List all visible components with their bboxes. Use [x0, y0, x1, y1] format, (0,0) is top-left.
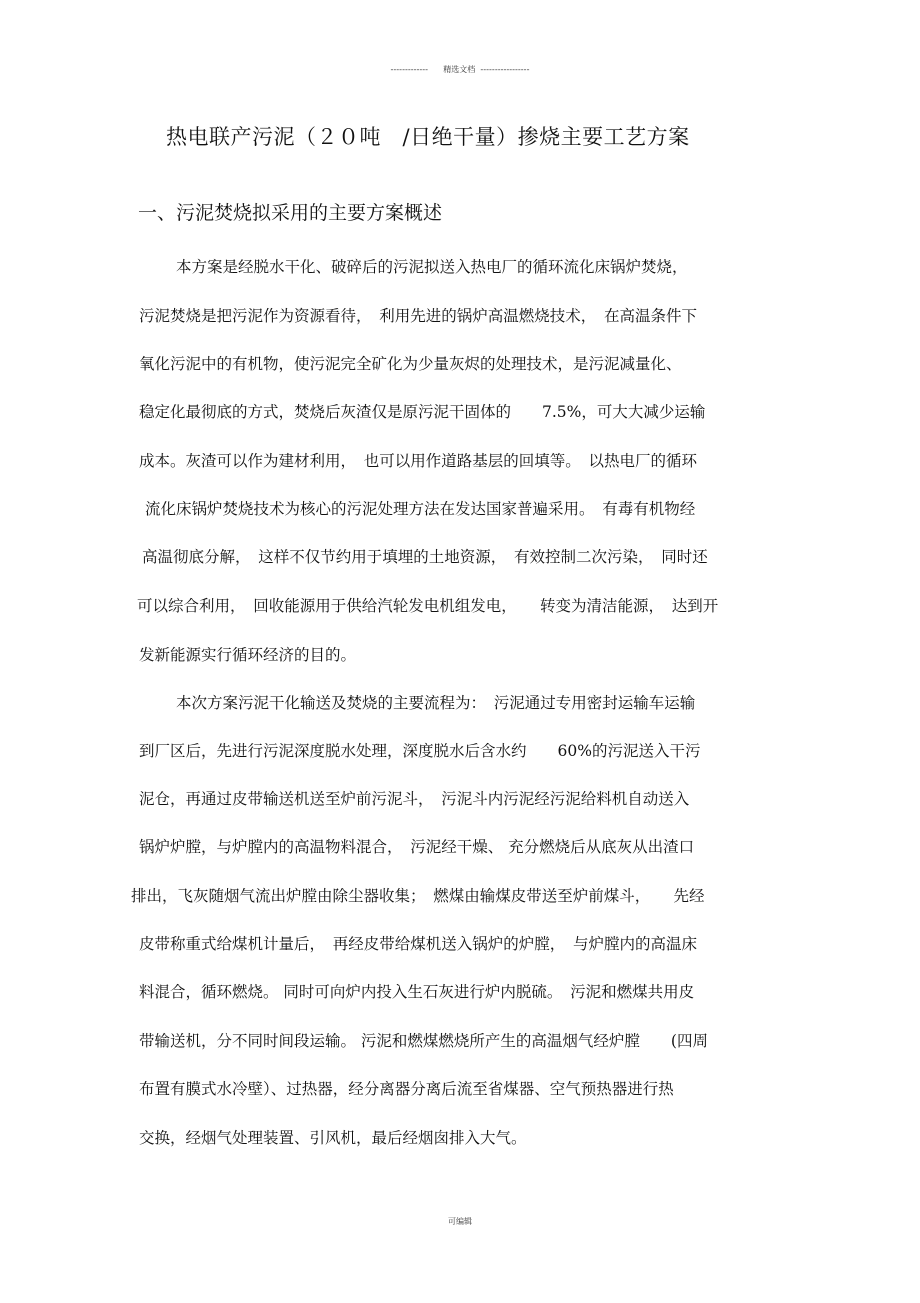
paragraph-line: 本方案是经脱水干化、破碎后的污泥拟送入热电厂的循环流化床锅炉焚烧， — [176, 258, 688, 276]
paragraph-line: 高温彻底分解， 这样不仅节约用于填埋的土地资源， 有效控制二次污染， 同时还 — [142, 548, 708, 566]
document-title: 热电联产污泥（２０吨 /日绝干量）掺烧主要工艺方案 — [166, 125, 690, 149]
page-footer: 可编辑 — [448, 1217, 472, 1226]
paragraph-line: 排出，飞灰随烟气流出炉膛由除尘器收集； 燃煤由输煤皮带送至炉前煤斗， 先经 — [131, 887, 705, 905]
paragraph-line: 泥仓，再通过皮带输送机送至炉前污泥斗， 污泥斗内污泥经污泥给料机自动送入 — [139, 790, 690, 808]
paragraph-line: 污泥焚烧是把污泥作为资源看待， 利用先进的锅炉高温燃烧技术， 在高温条件下 — [139, 307, 698, 325]
paragraph-line: 交换，经烟气处理装置、引风机，最后经烟囱排入大气。 — [139, 1129, 527, 1147]
section-heading: 一、污泥焚烧拟采用的主要方案概述 — [138, 202, 443, 224]
paragraph-line: 本次方案污泥干化输送及焚烧的主要流程为： 污泥通过专用密封运输车运输 — [176, 694, 696, 712]
paragraph-line: 成本。灰渣可以作为建材利用， 也可以用作道路基层的回填等。 以热电厂的循环 — [139, 452, 698, 470]
paragraph-line: 锅炉炉膛，与炉膛内的高温物料混合， 污泥经干燥、 充分燃烧后从底灰从出渣口 — [139, 838, 695, 856]
paragraph-line: 到厂区后，先进行污泥深度脱水处理，深度脱水后含水约 60%的污泥送入干污 — [139, 742, 701, 760]
paragraph-line: 皮带称重式给煤机计量后， 再经皮带给煤机送入锅炉的炉膛， 与炉膛内的高温床 — [139, 935, 698, 953]
paragraph-line: 带输送机，分不同时间段运输。 污泥和燃煤燃烧所产生的高温烟气经炉膛 (四周 — [139, 1032, 708, 1050]
page-header: ------------- 精选文档 ----------------- — [390, 65, 530, 74]
paragraph-line: 氧化污泥中的有机物，使污泥完全矿化为少量灰烬的处理技术，是污泥减量化、 — [139, 355, 682, 373]
paragraph-line: 稳定化最彻底的方式，焚烧后灰渣仅是原污泥干固体的 7.5%，可大大减少运输 — [139, 403, 706, 421]
paragraph-line: 布置有膜式水冷壁）、过热器，经分离器分离后流至省煤器、空气预热器进行热 — [139, 1080, 674, 1098]
paragraph-line: 料混合，循环燃烧。 同时可向炉内投入生石灰进行炉内脱硫。 污泥和燃煤共用皮 — [139, 983, 695, 1001]
paragraph-line: 可以综合利用， 回收能源用于供给汽轮发电机组发电， 转变为清洁能源， 达到开 — [137, 597, 719, 615]
paragraph-line: 流化床锅炉焚烧技术为核心的污泥处理方法在发达国家普遍采用。 有毒有机物经 — [145, 500, 696, 518]
paragraph-line: 发新能源实行循环经济的目的。 — [139, 646, 357, 664]
